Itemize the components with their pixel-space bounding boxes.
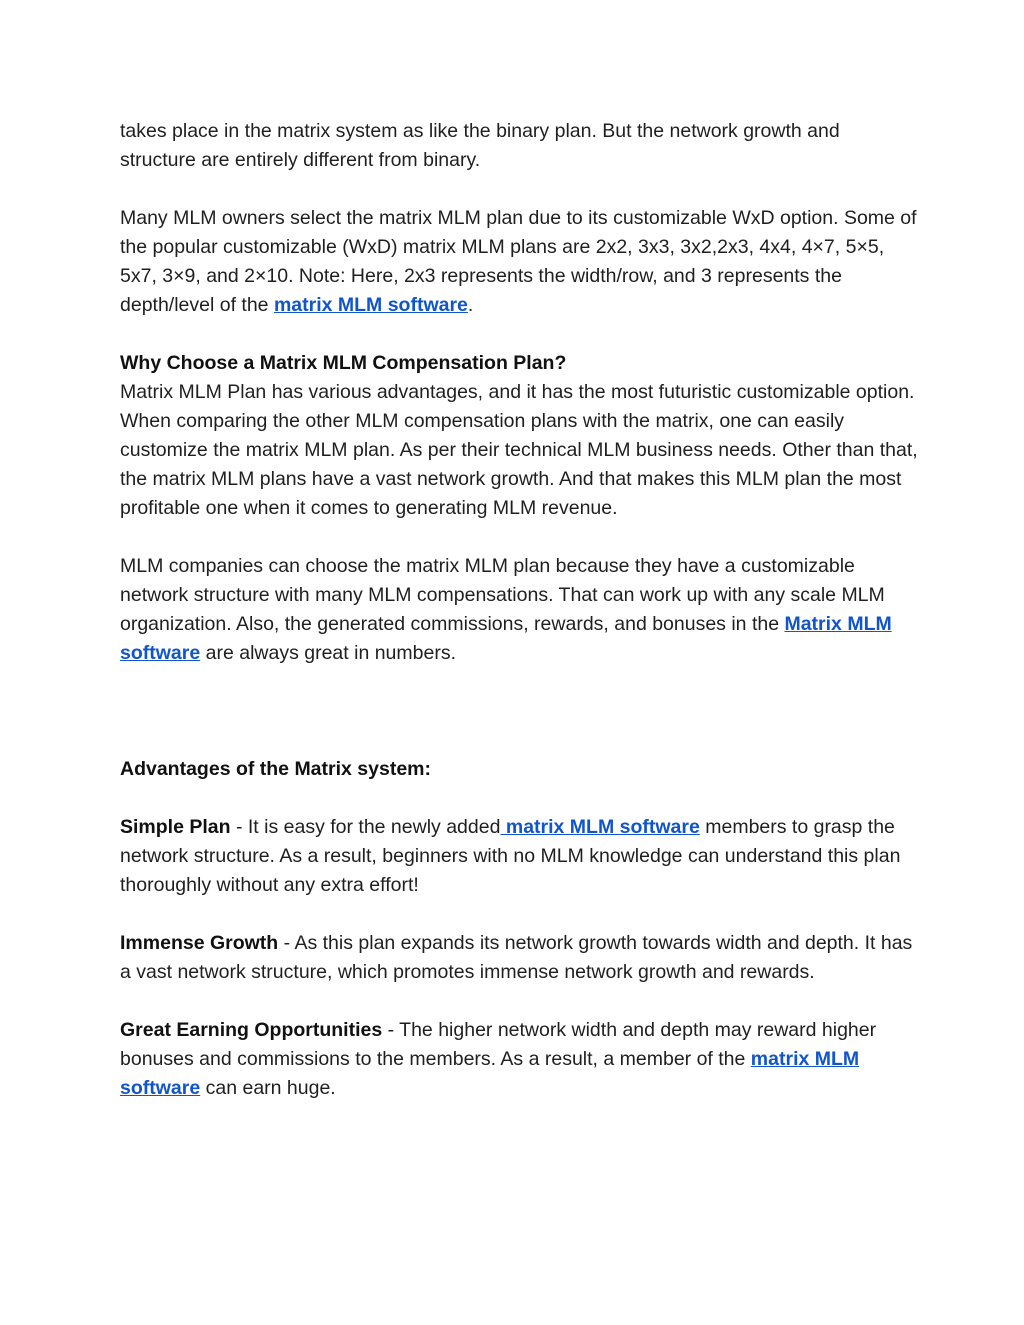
companies-text: MLM companies can choose the matrix MLM plan because they have a customizable network structure with many MLM compensations. That can work up with any scale MLM organization. Also, the generated commissions, rewards, and bonuses in the xyxy=(120,555,885,635)
spacer xyxy=(120,523,920,552)
why-choose-heading-text: Why Choose a Matrix MLM Compensation Plan? xyxy=(120,352,567,374)
spacer xyxy=(120,668,920,755)
spacer xyxy=(120,900,920,929)
spacer xyxy=(120,175,920,204)
simple-plan-text-end: members to grasp the network structure. As a result, beginners with no MLM knowledge can understand this plan thoroughly without any extra effort! xyxy=(120,816,901,896)
advantages-heading xyxy=(120,755,920,784)
great-earning-text-end: can earn huge. xyxy=(200,1077,336,1099)
immense-growth-item xyxy=(120,929,920,987)
companies-text-end: are always great in numbers. xyxy=(200,642,456,664)
matrix-mlm-software-link[interactable]: Matrix MLM software xyxy=(120,613,892,664)
simple-plan-item xyxy=(120,813,920,900)
matrix-mlm-software-link[interactable]: matrix MLM software xyxy=(273,294,468,316)
spacer xyxy=(120,320,920,349)
great-earning-item xyxy=(120,1016,920,1103)
matrix-mlm-software-link[interactable]: matrix MLM software xyxy=(120,1048,860,1099)
why-choose-heading xyxy=(120,349,920,378)
immense-growth-title: Immense Growth xyxy=(120,932,279,954)
advantages-heading-text: Advantages of the Matrix system: xyxy=(120,758,432,780)
wxd-options-paragraph xyxy=(120,204,920,320)
spacer xyxy=(120,987,920,1016)
why-choose-text: Matrix MLM Plan has various advantages, and it has the most futuristic customizable option. When comparing the other MLM compensation plans with the matrix, one can easily customize the matrix MLM plan. As per their technical MLM business needs. Other than that, the matrix MLM plans have a vast network growth. And that makes this MLM plan the most profitable one when it comes to generating MLM revenue. xyxy=(120,381,918,519)
intro-paragraph xyxy=(120,117,920,175)
simple-plan-title: Simple Plan xyxy=(120,816,231,838)
spacer xyxy=(120,784,920,813)
immense-growth-text: - As this plan expands its network growth towards width and depth. It has a vast network structure, which promotes immense network growth and rewards. xyxy=(120,932,913,983)
great-earning-title: Great Earning Opportunities xyxy=(120,1019,383,1041)
matrix-mlm-software-link[interactable]: matrix MLM software xyxy=(500,816,700,838)
why-choose-paragraph xyxy=(120,378,920,523)
intro-text: takes place in the matrix system as like the binary plan. But the network growth and structure are entirely different from binary. xyxy=(120,120,840,171)
wxd-options-text: Many MLM owners select the matrix MLM plan due to its customizable WxD option. Some of the popular customizable (WxD) matrix MLM plans are 2x2, 3x3, 3x2,2x3, 4x4, 4×7, 5×5, 5x7, 3×9, and 2×10. Note: Here, 2x3 represents the width/row, and 3 represents the depth/level of the xyxy=(120,207,917,316)
great-earning-text: - The higher network width and depth may reward higher bonuses and commissions to the members. As a result, a member of the xyxy=(120,1019,877,1070)
document-page xyxy=(120,117,920,1103)
companies-paragraph xyxy=(120,552,920,668)
simple-plan-text: - It is easy for the newly added xyxy=(230,816,501,838)
wxd-options-end: . xyxy=(467,294,474,316)
